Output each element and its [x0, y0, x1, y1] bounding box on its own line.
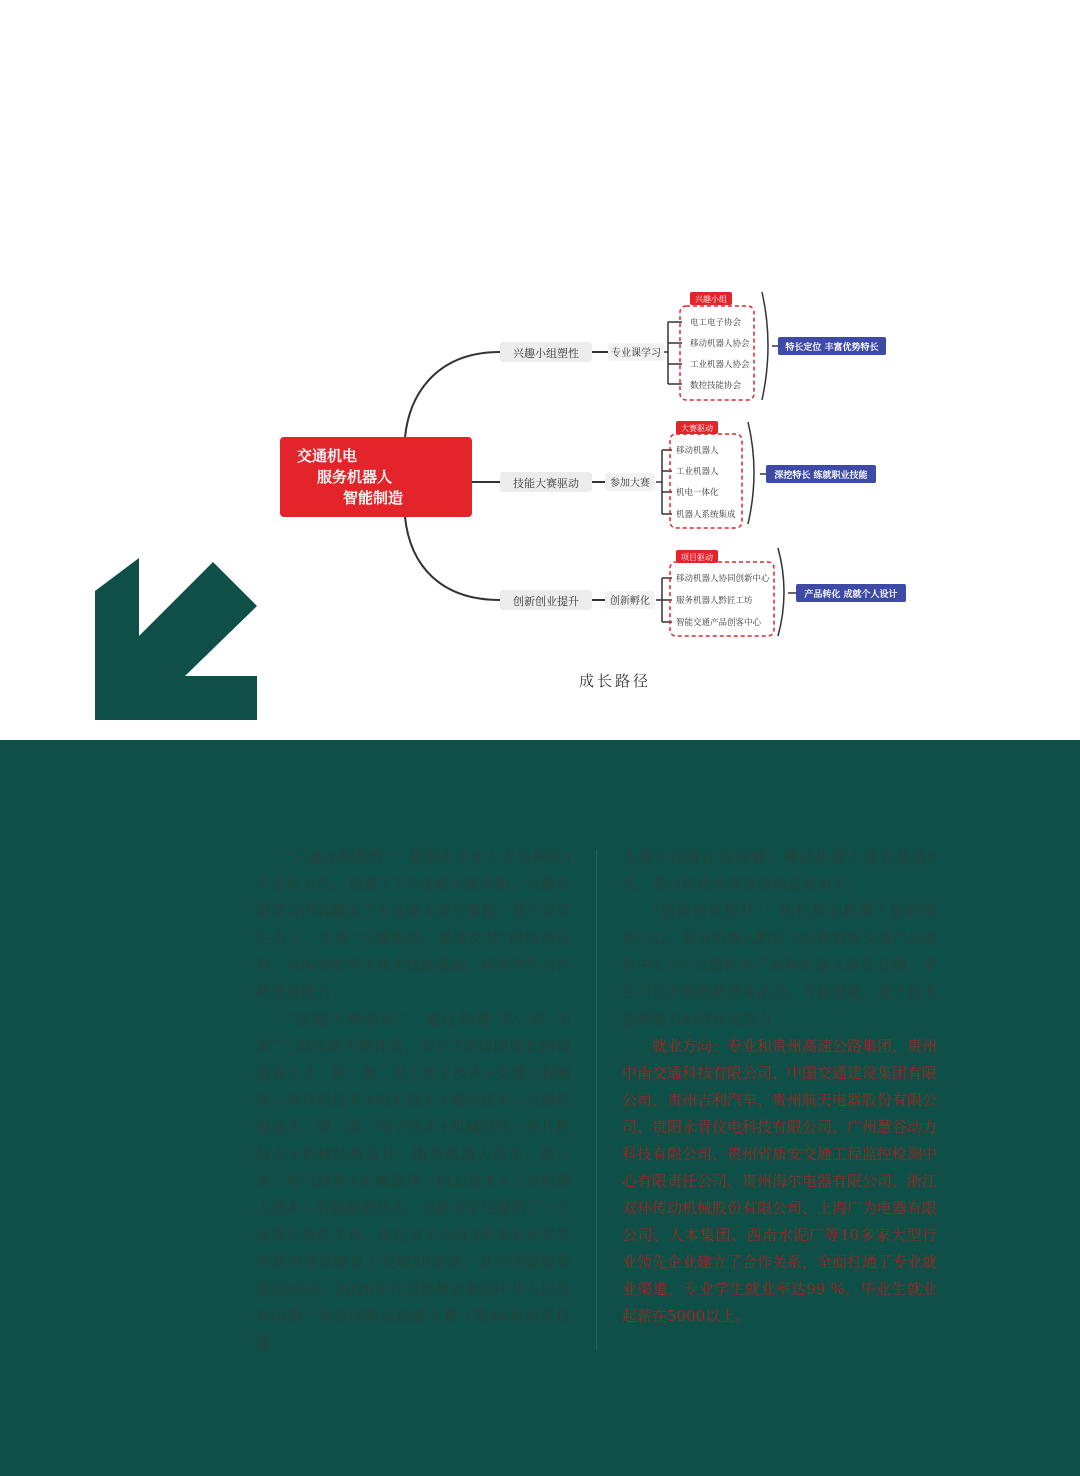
- paragraph-interest: “兴趣小组塑性”：根据本专业人才培养的3个定位方向，设置了7个技能兴趣小组，兴趣小组学习内容覆盖了专业绝大部分课程，基于以学生为主，实施“兴趣驱动、递进交替”的培养过程，从而夯实学生技术技能基础，培养学生可持续发展能力；: [256, 848, 572, 1001]
- column-divider: [596, 850, 597, 1350]
- branch-innovation-tag: 项目驱动: [681, 553, 713, 562]
- paragraph-contest: “技能大赛驱动”：通过构建“校–省–国家”三级技能大赛体系，专注3条技能成长路线培养人才：第一条：电工电子技术+交通工程制图—单片机技术+PLC技术+通信技术—交通机电技术；第二条：电子技术+机械原理—单片机技术+机械结构设计—服务机器人技术；第三条：电气技术+机械原理—PLC技术+工业机器人技术—智能制造技术，以此为学生提供了一个展现自我的平台。依托该平台近3年本专业学生共获得省部级以上奖项50余项，其中国家级奖项20余项，2020年代表贵州省参加中华人民共和国第一届全国职业技能大赛（第46届世界技能: [256, 1010, 572, 1352]
- mindmap-caption: 成长路径: [578, 672, 651, 690]
- innovation-item: 服务机器人黔匠工坊: [676, 596, 753, 606]
- interest-item: 电工电子协会: [690, 318, 742, 328]
- root-line-2: 服务机器人: [317, 468, 393, 486]
- branch-interest-label: 兴趣小组塑性: [513, 347, 579, 360]
- interest-item: 工业机器人协会: [690, 360, 750, 370]
- article-column-left: [256, 844, 571, 1357]
- arrow-down-left-icon: [95, 558, 257, 720]
- branch-interest-result: 特长定位 丰富优势特长: [785, 343, 879, 353]
- root-line-3: 智能制造: [343, 489, 404, 507]
- contest-item: 工业机器人: [676, 467, 719, 477]
- article-column-right: [622, 844, 937, 1330]
- root-line-1: 交通机电: [297, 447, 358, 465]
- innovation-item: 智能交通产品创客中心: [676, 618, 762, 628]
- branch-innovation-sub: 创新孵化: [610, 596, 650, 607]
- contest-item: 机器人系统集成: [676, 510, 736, 520]
- paragraph-innovation: “创新创业提升”：依托移动机器人协同创新中心、服务机器人黔匠工坊和智能交通产品创客中心3个交通机电产品和机器人研发基地，学生可以开展创新创业活动，开拓思维，提升技术创新能力和就业竞争力: [622, 902, 938, 1028]
- innovation-item: 移动机器人协同创新中心: [676, 574, 770, 584]
- contest-item: 移动机器人: [676, 446, 719, 456]
- interest-item: 数控技能协会: [690, 381, 742, 391]
- branch-contest-sub: 参加大赛: [610, 478, 650, 489]
- branch-innovation-label: 创新创业提升: [513, 595, 579, 608]
- contest-item: 机电一体化: [676, 488, 719, 498]
- branch-interest-tag: 兴趣小组: [695, 295, 727, 304]
- paragraph-contest-continued: 大赛中国赛区选拔赛）移动机器人项目获第6名，是目前贵州省该领域最高水平；: [622, 848, 937, 893]
- branch-contest-result: 深挖特长 练就职业技能: [774, 471, 868, 481]
- branch-contest-tag: 大赛驱动: [681, 424, 713, 433]
- branch-innovation-result: 产品转化 成就个人设计: [804, 590, 898, 600]
- branch-interest-sub: 专业课学习: [611, 348, 661, 359]
- branch-contest-label: 技能大赛驱动: [513, 477, 579, 490]
- paragraph-employment: 就业方向：专业和贵州高速公路集团、贵州中南交通科技有限公司、中国交通建设集团有限公司、贵州吉利汽车、贵州航天电器股份有限公司、贵阳永青仪电科技有限公司、广州慧谷动力科技有限公司、贵州省质安交通工程监控检测中心有限责任公司、贵州海尔电器有限公司、浙江双环传动机械股份有限公司、上海广为电器有限公司、人本集团、西南水泥厂等10多家大型行业领先企业建立了合作关系，全面打通了专业就业渠道，专业学生就业率达99 %，毕业生就业起薪在5000以上。: [622, 1037, 938, 1325]
- interest-item: 移动机器人协会: [690, 339, 750, 349]
